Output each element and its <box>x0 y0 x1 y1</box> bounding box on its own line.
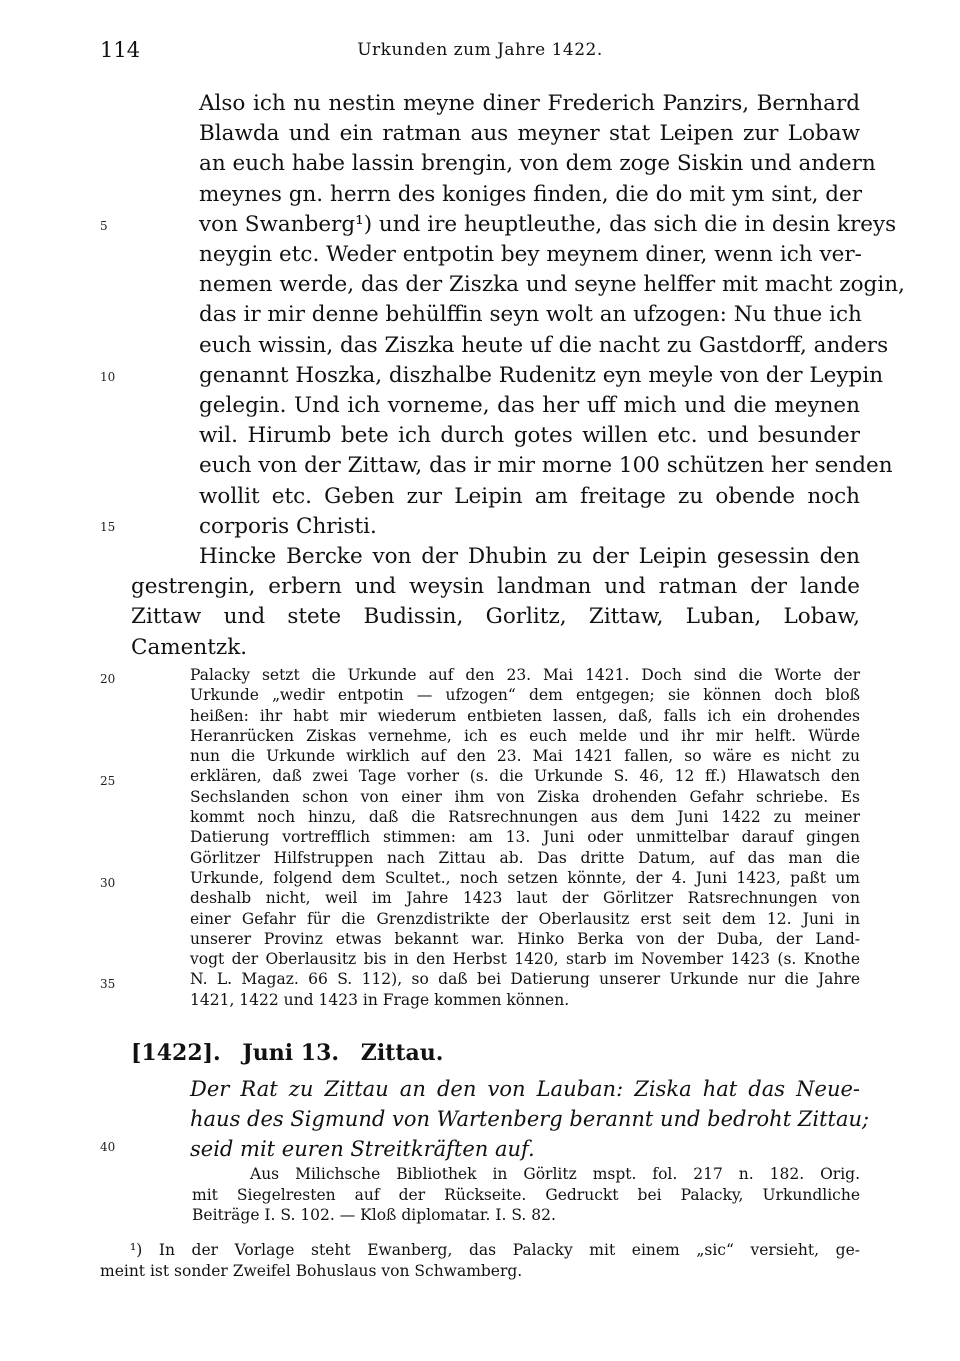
text-line: das ir mir denne behülffin seyn wolt an ufzogen: Nu thue ich <box>199 302 862 328</box>
commentary-line: 1421, 1422 und 1423 in Frage kommen können. <box>190 990 570 1009</box>
letter-address <box>131 542 860 663</box>
footnote-line: ¹) In der Vorlage steht Ewanberg, das Palacky mit einem „sic“ versieht, ge- <box>130 1241 860 1259</box>
document-heading <box>131 1040 457 1066</box>
line-number: 15 <box>100 520 116 534</box>
commentary-line: vogt der Oberlausitz bis in den Herbst 1420, starb im November 1423 (s. Knothe <box>190 950 860 969</box>
commentary-line: kommt noch hinzu, daß die Ratsrechnungen aus dem Juni 1422 zu meiner <box>190 808 860 827</box>
text-line: wollit etc. Geben zur Leipin am freitage zu obende noch <box>199 483 860 509</box>
text-line: euch wissin, das Ziszka heute uf die nacht zu Gastdorff, anders <box>199 332 889 358</box>
letter-text <box>131 89 905 663</box>
commentary-line: N. L. Magaz. 66 S. 112), so daß bei Datierung unserer Urkunde nur die Jahre <box>190 970 860 989</box>
commentary-line: deshalb nicht, weil im Jahre 1423 laut der Görlitzer Ratsrechnungen von <box>190 889 860 908</box>
line-number: 35 <box>100 977 116 991</box>
document-number: [1422]. <box>131 1040 221 1066</box>
text-line: wil. Hirumb bete ich durch gotes willen etc. und besunder <box>199 423 860 449</box>
source-line: mit Siegelresten auf der Rückseite. Gedruckt bei Palacky, Urkundliche <box>192 1185 860 1204</box>
text-line: an euch habe lassin brengin, von dem zoge Siskin und andern <box>199 151 876 177</box>
line-number: 40 <box>100 1140 116 1154</box>
text-line: genannt Hoszka, diszhalbe Rudenitz eyn meyle von der Leypin <box>199 362 884 388</box>
editorial-commentary <box>190 665 860 1010</box>
commentary-line: Urkunde „wedir entpotin — ufzogen“ dem entgegen; sie können doch bloß <box>190 686 860 705</box>
commentary-line: Görlitzer Hilfstruppen nach Zittau ab. Das dritte Datum, auf das man die <box>190 848 860 867</box>
document-regest <box>190 1074 870 1164</box>
running-head: Urkunden zum Jahre 1422. <box>357 40 603 60</box>
commentary-line: einer Gefahr für die Grenzdistrikte der Oberlausitz erst seit dem 12. Juni in <box>190 909 860 928</box>
commentary-line: nun die Urkunde wirklich auf den 23. Mai 1421 fallen, so wäre es nicht zu <box>190 747 860 766</box>
text-line: von Swanberg¹) und ire heuptleuthe, das sich die in desin kreys <box>199 211 897 237</box>
regest-line: Der Rat zu Zittau an den von Lauban: Ziska hat das Neue- <box>190 1077 860 1101</box>
line-number: 10 <box>100 370 116 384</box>
text-line: neygin etc. Weder entpotin bey meynem diner, wenn ich ver- <box>199 242 862 268</box>
commentary-line: heißen: ihr habt mir wiederum entbieten lassen, daß, falls ich ein drohendes <box>190 706 860 725</box>
commentary-line: erklären, daß zwei Tage vorher (s. die Urkunde S. 46, 12 ff.) Hlawatsch den <box>190 767 860 786</box>
text-line: corporis Christi. <box>199 513 377 539</box>
text-line: Zittaw und stete Budissin, Gorlitz, Zittaw, Luban, Lobaw, <box>131 604 860 630</box>
text-line: Also ich nu nestin meyne diner Frederich Panzirs, Bernhard <box>199 91 860 116</box>
line-number: 30 <box>100 876 116 890</box>
document-date: Juni 13. <box>242 1040 340 1066</box>
line-number: 5 <box>100 219 108 233</box>
text-line: Blawda und ein ratman aus meyner stat Leipen zur Lobaw <box>199 121 860 147</box>
source-line: Aus Milichsche Bibliothek in Görlitz mspt. fol. 217 n. 182. Orig. <box>250 1165 860 1183</box>
text-line: nemen werde, das der Ziszka und seyne helffer mit macht zogin, <box>199 272 905 298</box>
line-number: 25 <box>100 774 116 788</box>
document-place: Zittau. <box>360 1040 444 1066</box>
footnote <box>100 1240 860 1281</box>
letter-body <box>131 89 905 542</box>
footnote-line: meint ist sonder Zweifel Bohuslaus von Schwamberg. <box>100 1261 523 1280</box>
source-line: Beiträge I. S. 102. — Kloß diplomatar. I. S. 82. <box>192 1206 556 1224</box>
text-line: gestrengin, erbern und weysin landman und ratman der lande <box>131 574 860 600</box>
line-number: 20 <box>100 672 116 686</box>
commentary-line: unserer Provinz etwas bekannt war. Hinko Berka von der Duba, der Land- <box>190 929 860 948</box>
regest-line: seid mit euren Streitkräften auf. <box>190 1137 535 1161</box>
commentary-line: Datierung vortrefflich stimmen: am 13. Juni oder unmittelbar darauf gingen <box>190 828 860 847</box>
text-line: Camentzk. <box>131 634 248 660</box>
source-note <box>192 1164 860 1226</box>
commentary-line: Palacky setzt die Urkunde auf den 23. Mai 1421. Doch sind die Worte der <box>190 666 860 684</box>
commentary-line: Urkunde, folgend dem Scultet., noch setzen könnte, der 4. Juni 1423, paßt um <box>190 868 860 887</box>
regest-line: haus des Sigmund von Wartenberg berannt und bedroht Zittau; <box>190 1107 870 1131</box>
text-line: gelegin. Und ich vorneme, das her uff mich und die meynen <box>199 393 860 419</box>
commentary-line: Sechslanden schon von einer ihm von Ziska drohenden Gefahr schriebe. Es <box>190 787 860 806</box>
text-line: euch von der Zittaw, das ir mir morne 100 schützen her senden <box>199 453 893 479</box>
page-number: 114 <box>100 38 141 62</box>
text-line: meynes gn. herrn des koniges finden, die do mit ym sint, der <box>199 181 863 207</box>
commentary-line: Heranrücken Ziskas vernehme, ich es euch melde und ihr mir helft. Würde <box>190 726 860 745</box>
page-header <box>100 38 860 68</box>
text-line: Hincke Bercke von der Dhubin zu der Leipin gesessin den <box>199 544 860 570</box>
